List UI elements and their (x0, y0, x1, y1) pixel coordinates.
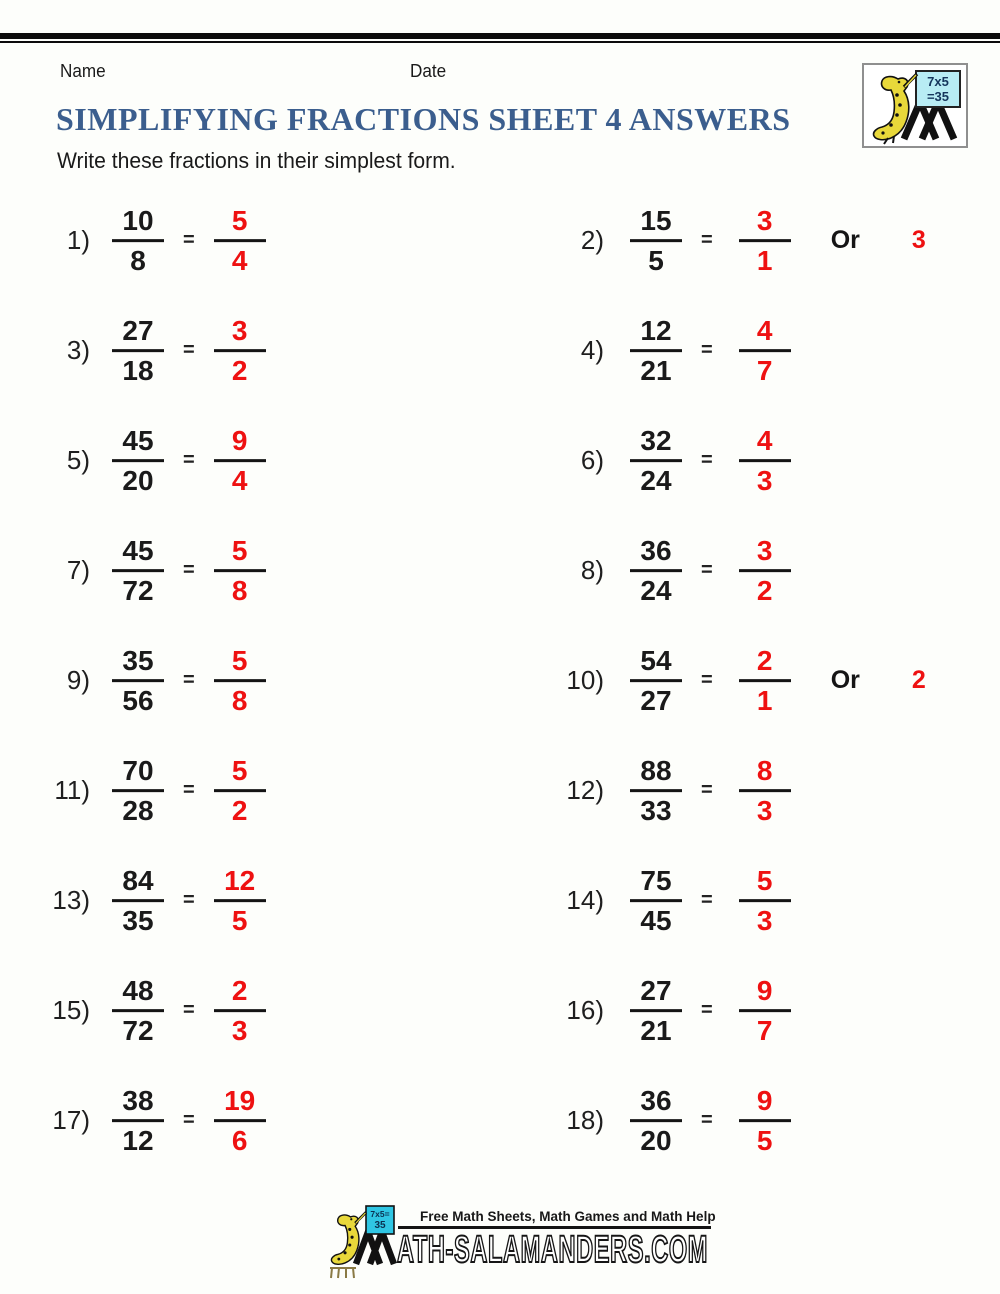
problem-fraction (628, 205, 684, 277)
problem-number: 12) (566, 775, 604, 806)
answer-fraction (737, 315, 793, 387)
problem-number: 4) (580, 335, 604, 366)
problem-row (0, 956, 1000, 1066)
fraction-bar (214, 1120, 266, 1123)
answer-numerator: 8 (756, 755, 773, 787)
numerator: 27 (640, 975, 672, 1007)
problem-fraction (628, 865, 684, 937)
fraction-bar (739, 240, 791, 243)
answer-fraction (737, 535, 793, 607)
numerator: 27 (122, 315, 154, 347)
fraction-bar (739, 1120, 791, 1123)
numerator: 75 (640, 865, 672, 897)
answer-denominator: 3 (231, 1015, 248, 1047)
problem (556, 425, 793, 497)
problem (40, 645, 268, 717)
numerator: 10 (122, 205, 154, 237)
problem-fraction (110, 1085, 166, 1157)
fraction-bar (214, 570, 266, 573)
numerator: 36 (640, 535, 672, 567)
denominator: 8 (130, 245, 146, 277)
problem-fraction (110, 865, 166, 937)
or-group (793, 227, 926, 256)
fraction-bar (739, 1010, 791, 1013)
answer-denominator: 5 (231, 905, 248, 937)
problem-number: 16) (566, 995, 604, 1026)
problem-number: 17) (52, 1105, 90, 1136)
svg-text:35: 35 (374, 1220, 386, 1231)
or-group (793, 667, 926, 696)
denominator: 12 (122, 1125, 154, 1157)
problem-number: 14) (566, 885, 604, 916)
answer-fraction (212, 975, 268, 1047)
problem-number: 10) (566, 665, 604, 696)
equals-sign: = (701, 999, 713, 1022)
denominator: 20 (122, 465, 154, 497)
answer-denominator: 5 (756, 1125, 773, 1157)
answer-denominator: 8 (231, 575, 248, 607)
answer-numerator: 9 (756, 1085, 773, 1117)
fraction-bar (630, 1120, 682, 1123)
answer-fraction (737, 865, 793, 937)
answer-denominator: 2 (231, 795, 248, 827)
answer-denominator: 1 (756, 245, 773, 277)
fraction-bar (112, 350, 164, 353)
problem-fraction (110, 205, 166, 277)
answer-fraction (212, 425, 268, 497)
problem (40, 205, 268, 277)
problem (556, 1085, 793, 1157)
footer-tagline: Free Math Sheets, Math Games and Math Help (420, 1209, 716, 1224)
problem (40, 425, 268, 497)
fraction-bar (214, 1010, 266, 1013)
equals-sign: = (701, 889, 713, 912)
numerator: 32 (640, 425, 672, 457)
equals-sign: = (701, 339, 713, 362)
denominator: 24 (640, 465, 672, 497)
fraction-bar (214, 240, 266, 243)
math-salamanders-corner-logo (862, 63, 968, 148)
problem (40, 315, 268, 387)
answer-denominator: 2 (231, 355, 248, 387)
numerator: 12 (640, 315, 672, 347)
problem (556, 755, 793, 827)
fraction-bar (112, 570, 164, 573)
denominator: 21 (640, 1015, 672, 1047)
denominator: 56 (122, 685, 154, 717)
stool-icon (330, 1268, 356, 1278)
denominator: 18 (122, 355, 154, 387)
equals-sign: = (183, 889, 195, 912)
problem (40, 1085, 268, 1157)
answer-numerator: 2 (231, 975, 248, 1007)
equals-sign: = (183, 1109, 195, 1132)
answer-numerator: 5 (231, 535, 248, 567)
answer-fraction (212, 205, 268, 277)
answer-denominator: 4 (231, 245, 248, 277)
fraction-bar (630, 680, 682, 683)
denominator: 24 (640, 575, 672, 607)
problem-row (0, 1066, 1000, 1176)
equals-sign: = (183, 999, 195, 1022)
name-label: Name (60, 61, 106, 81)
salamander-icon (874, 74, 917, 144)
problem (40, 755, 268, 827)
numerator: 36 (640, 1085, 672, 1117)
denominator: 45 (640, 905, 672, 937)
answer-numerator: 5 (231, 645, 248, 677)
fraction-bar (739, 460, 791, 463)
svg-text:7x5: 7x5 (927, 74, 949, 89)
answer-fraction (212, 315, 268, 387)
numerator: 15 (640, 205, 672, 237)
answer-numerator: 12 (224, 865, 256, 897)
svg-text:=35: =35 (926, 89, 950, 104)
answer-fraction (212, 755, 268, 827)
answer-numerator: 3 (756, 535, 773, 567)
answer-denominator: 6 (231, 1125, 248, 1157)
svg-text:7x5=: 7x5= (370, 1209, 390, 1219)
problem-number: 15) (52, 995, 90, 1026)
fraction-bar (739, 680, 791, 683)
fraction-bar (214, 680, 266, 683)
fraction-bar (739, 790, 791, 793)
fraction-bar (112, 460, 164, 463)
footer-wordmark: ATH-SALAMANDERS.COM (397, 1229, 709, 1271)
fraction-bar (630, 790, 682, 793)
problem (556, 535, 793, 607)
answer-denominator: 3 (756, 465, 773, 497)
denominator: 21 (640, 355, 672, 387)
fraction-bar (630, 570, 682, 573)
fraction-bar (630, 240, 682, 243)
answer-fraction (737, 975, 793, 1047)
answer-denominator: 3 (756, 905, 773, 937)
problem-fraction (110, 315, 166, 387)
numerator: 45 (122, 535, 154, 567)
numerator: 84 (122, 865, 154, 897)
answer-denominator: 8 (231, 685, 248, 717)
problem (40, 535, 268, 607)
fraction-bar (630, 460, 682, 463)
equals-sign: = (183, 339, 195, 362)
fraction-bar (630, 900, 682, 903)
fraction-bar (112, 900, 164, 903)
problem-number: 9) (66, 665, 90, 696)
equals-sign: = (701, 449, 713, 472)
fraction-bar (630, 350, 682, 353)
answer-numerator: 4 (756, 425, 773, 457)
problem (556, 205, 926, 277)
problem-number: 3) (66, 335, 90, 366)
denominator: 33 (640, 795, 672, 827)
problem-row (0, 626, 1000, 736)
answer-fraction (212, 535, 268, 607)
problem (556, 865, 793, 937)
page-subtitle: Write these fractions in their simplest form. (57, 148, 456, 173)
answer-fraction (737, 205, 793, 277)
problem-row (0, 846, 1000, 956)
problem-number: 13) (52, 885, 90, 916)
fraction-bar (630, 1010, 682, 1013)
problem-fraction (110, 425, 166, 497)
fraction-bar (214, 460, 266, 463)
fraction-bar (214, 350, 266, 353)
numerator: 45 (122, 425, 154, 457)
problem-number: 18) (566, 1105, 604, 1136)
answer-denominator: 4 (231, 465, 248, 497)
problem-number: 2) (580, 225, 604, 256)
equals-sign: = (183, 779, 195, 802)
problem-row (0, 736, 1000, 846)
problem-number: 5) (66, 445, 90, 476)
answer-denominator: 2 (756, 575, 773, 607)
problem-fraction (628, 975, 684, 1047)
top-rule-thin (0, 41, 1000, 43)
problem (556, 975, 793, 1047)
answer-numerator: 4 (756, 315, 773, 347)
answer-numerator: 3 (231, 315, 248, 347)
answer-denominator: 1 (756, 685, 773, 717)
problem (40, 975, 268, 1047)
problem-fraction (628, 425, 684, 497)
fraction-bar (214, 790, 266, 793)
denominator: 72 (122, 1015, 154, 1047)
answer-fraction (737, 425, 793, 497)
equals-sign: = (701, 669, 713, 692)
problem-fraction (628, 535, 684, 607)
equals-sign: = (701, 1109, 713, 1132)
answer-numerator: 9 (231, 425, 248, 457)
problem-fraction (628, 1085, 684, 1157)
answer-numerator: 5 (231, 205, 248, 237)
answer-fraction (212, 1085, 268, 1157)
fraction-bar (112, 790, 164, 793)
denominator: 27 (640, 685, 672, 717)
whole-number-answer: 2 (911, 666, 926, 695)
problem-row (0, 186, 1000, 296)
denominator: 35 (122, 905, 154, 937)
fraction-bar (112, 1010, 164, 1013)
or-label: Or (830, 226, 860, 255)
problem-row (0, 406, 1000, 516)
equals-sign: = (183, 449, 195, 472)
fraction-bar (112, 680, 164, 683)
numerator: 48 (122, 975, 154, 1007)
numerator: 54 (640, 645, 672, 677)
fraction-bar (112, 1120, 164, 1123)
equals-sign: = (701, 559, 713, 582)
problem-fraction (110, 755, 166, 827)
or-label: Or (830, 666, 860, 695)
denominator: 72 (122, 575, 154, 607)
equals-sign: = (701, 779, 713, 802)
equals-sign: = (183, 669, 195, 692)
fraction-bar (214, 900, 266, 903)
fraction-bar (739, 350, 791, 353)
equals-sign: = (183, 229, 195, 252)
denominator: 28 (122, 795, 154, 827)
problem-number: 6) (580, 445, 604, 476)
answer-denominator: 7 (756, 355, 773, 387)
problem-fraction (110, 975, 166, 1047)
answer-numerator: 9 (756, 975, 773, 1007)
problem-fraction (628, 645, 684, 717)
fraction-bar (739, 900, 791, 903)
problem (556, 645, 926, 717)
answer-numerator: 19 (224, 1085, 256, 1117)
answer-fraction (737, 755, 793, 827)
answer-numerator: 3 (756, 205, 773, 237)
problem-fraction (110, 535, 166, 607)
problem-number: 11) (54, 775, 90, 806)
problem-number: 7) (66, 555, 90, 586)
problem (40, 865, 268, 937)
answer-fraction (212, 865, 268, 937)
problem (556, 315, 793, 387)
problem-fraction (628, 315, 684, 387)
answer-denominator: 7 (756, 1015, 773, 1047)
top-rule-thick (0, 33, 1000, 39)
whole-number-answer: 3 (911, 226, 926, 255)
numerator: 38 (122, 1085, 154, 1117)
denominator: 20 (640, 1125, 672, 1157)
date-label: Date (410, 61, 447, 81)
answer-fraction (212, 645, 268, 717)
fraction-bar (112, 240, 164, 243)
answer-fraction (737, 645, 793, 717)
salamander-logo-icon (864, 65, 966, 146)
problem-fraction (110, 645, 166, 717)
denominator: 5 (648, 245, 664, 277)
problem-fraction (628, 755, 684, 827)
problem-row (0, 516, 1000, 626)
problems (0, 186, 1000, 1176)
answer-numerator: 5 (756, 865, 773, 897)
page-title: SIMPLIFYING FRACTIONS SHEET 4 ANSWERS (56, 101, 791, 137)
answer-fraction (737, 1085, 793, 1157)
problem-row (0, 296, 1000, 406)
equals-sign: = (183, 559, 195, 582)
problem-number: 1) (66, 225, 90, 256)
numerator: 70 (122, 755, 154, 787)
fraction-bar (739, 570, 791, 573)
answer-numerator: 5 (231, 755, 248, 787)
problem-number: 8) (580, 555, 604, 586)
equals-sign: = (701, 229, 713, 252)
numerator: 88 (640, 755, 672, 787)
numerator: 35 (122, 645, 154, 677)
answer-denominator: 3 (756, 795, 773, 827)
answer-numerator: 2 (756, 645, 773, 677)
